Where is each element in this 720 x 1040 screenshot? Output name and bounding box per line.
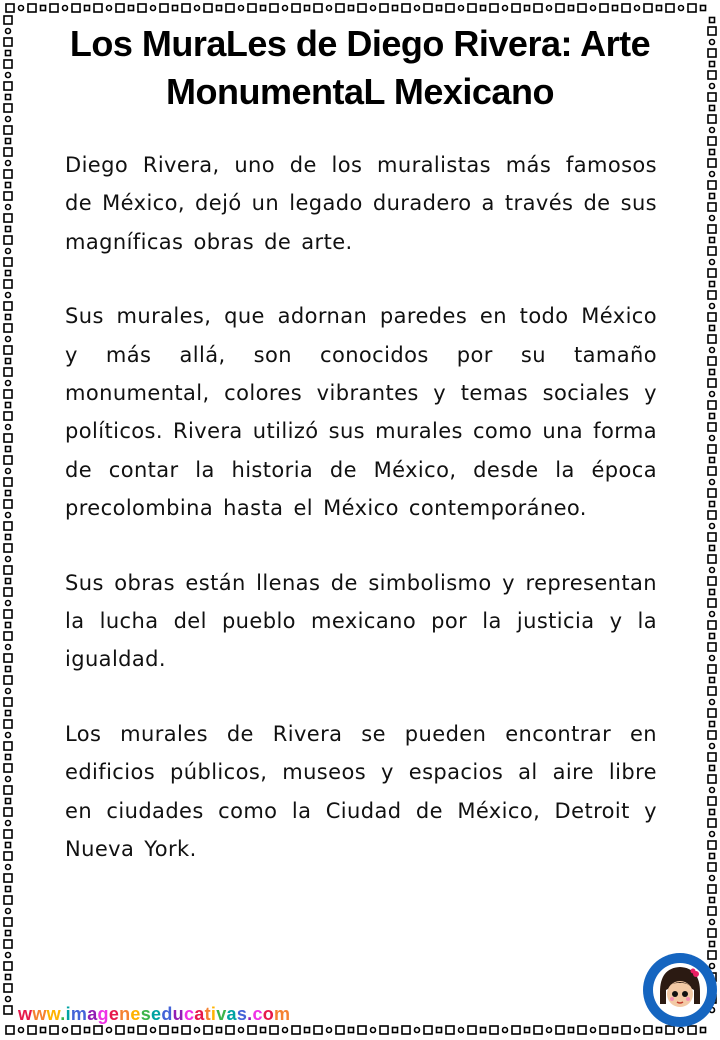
paragraph-3: Sus obras están llenas de simbolismo y representan la lucha del pueblo mexicano por la justicia y la igualdad. bbox=[65, 570, 657, 672]
paragraph-1: Diego Rivera, uno de los muralistas más famosos de México, dejó un legado duradero a través de sus magníficas obras de arte. bbox=[65, 153, 657, 254]
title-line-2: MonumentaL Mexicano bbox=[166, 71, 554, 112]
page-title bbox=[40, 20, 680, 116]
article-body bbox=[65, 146, 657, 905]
girl-face-badge-icon bbox=[642, 952, 718, 1028]
paragraph-2: Sus murales, que adornan paredes en todo México y más allá, son conocidos por su tamaño monumental, colores vibrantes y temas sociales y políticos. Rivera utilizó sus murales como una forma de contar la historia de México, desde la época precolombina hasta el México contemporáneo. bbox=[65, 304, 657, 521]
footer-website-link[interactable]: www.imageneseducativas.com bbox=[18, 1004, 291, 1024]
title-line-1: Los MuraLes de Diego Rivera: Arte bbox=[69, 23, 651, 64]
paragraph-4: Los murales de Rivera se pueden encontrar en edificios públicos, museos y espacios al aire libre en ciudades como la Ciudad de México, Detroit y Nueva York. bbox=[65, 721, 657, 862]
